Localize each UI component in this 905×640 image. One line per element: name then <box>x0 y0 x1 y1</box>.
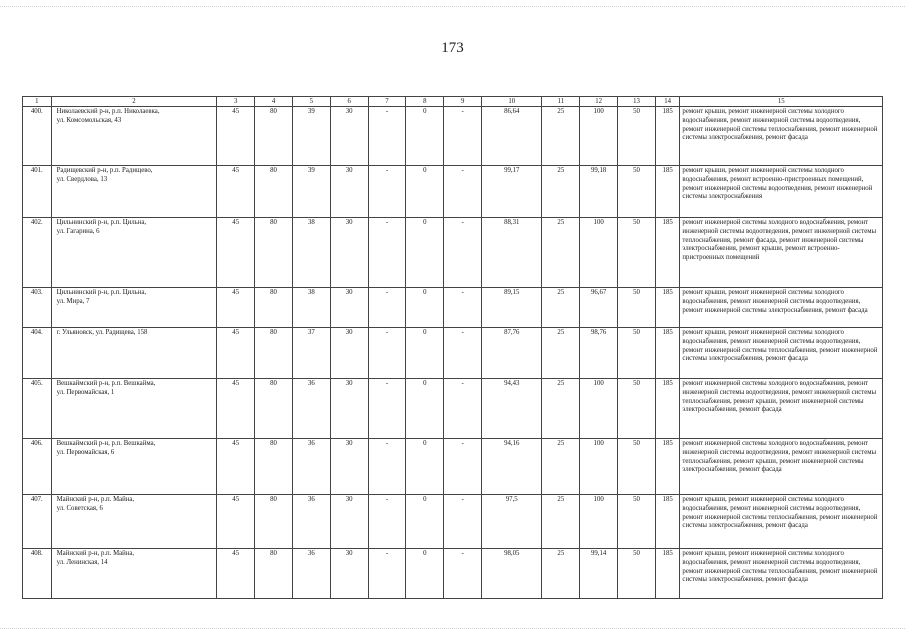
value-cell-7: - <box>368 166 406 218</box>
value-cell-8: 0 <box>406 379 444 439</box>
value-cell-13: 50 <box>618 107 656 166</box>
value-cell-4: 80 <box>255 166 293 218</box>
value-cell-12: 99,14 <box>580 549 618 599</box>
value-cell-8: 0 <box>406 549 444 599</box>
value-cell-12: 100 <box>580 218 618 288</box>
value-cell-4: 80 <box>255 288 293 328</box>
value-cell-11: 25 <box>542 495 580 549</box>
address-cell <box>51 549 217 599</box>
row-number-cell: 403. <box>23 288 52 328</box>
repair-table-container <box>22 96 883 599</box>
works-cell: ремонт инженерной системы холодного водоснабжения, ремонт инженерной системы водоотведения, ремонт инженерной системы теплоснабжения, ремонт крыши, ремонт инженерной системы электроснабжения, ремонт фасада <box>680 439 883 495</box>
value-cell-12: 100 <box>580 439 618 495</box>
works-cell: ремонт крыши, ремонт инженерной системы холодного водоснабжения, ремонт инженерной системы водоотведения, ремонт инженерной системы электроснабжения, ремонт фасада <box>680 288 883 328</box>
value-cell-8: 0 <box>406 439 444 495</box>
value-cell-3: 45 <box>217 218 255 288</box>
row-number-cell: 400. <box>23 107 52 166</box>
value-cell-3: 45 <box>217 288 255 328</box>
value-cell-10: 97,5 <box>482 495 542 549</box>
value-cell-14: 185 <box>655 379 680 439</box>
table-row <box>23 218 883 288</box>
value-cell-7: - <box>368 328 406 379</box>
value-cell-10: 88,31 <box>482 218 542 288</box>
value-cell-3: 45 <box>217 495 255 549</box>
column-header-12: 12 <box>580 97 618 107</box>
value-cell-11: 25 <box>542 439 580 495</box>
value-cell-13: 50 <box>618 218 656 288</box>
header-row <box>23 97 883 107</box>
value-cell-8: 0 <box>406 107 444 166</box>
value-cell-9: - <box>444 107 482 166</box>
value-cell-14: 185 <box>655 288 680 328</box>
value-cell-6: 30 <box>330 549 368 599</box>
column-header-6: 6 <box>330 97 368 107</box>
value-cell-14: 185 <box>655 439 680 495</box>
value-cell-12: 100 <box>580 495 618 549</box>
value-cell-4: 80 <box>255 549 293 599</box>
repair-table <box>22 96 883 599</box>
value-cell-7: - <box>368 549 406 599</box>
value-cell-7: - <box>368 218 406 288</box>
value-cell-6: 30 <box>330 288 368 328</box>
works-cell: ремонт инженерной системы холодного водоснабжения, ремонт инженерной системы водоотведения, ремонт инженерной системы теплоснабжения, ремонт фасада, ремонт инженерной системы электроснабжения, ремонт крыши, ремонт встроенно-пристроенных помещений <box>680 218 883 288</box>
value-cell-6: 30 <box>330 218 368 288</box>
value-cell-11: 25 <box>542 549 580 599</box>
value-cell-13: 50 <box>618 549 656 599</box>
address-line: Майнский р-н, р.п. Майна, <box>56 550 135 557</box>
address-cell <box>51 495 217 549</box>
value-cell-9: - <box>444 218 482 288</box>
column-header-7: 7 <box>368 97 406 107</box>
address-line: ул. Первомайская, 6 <box>56 448 115 456</box>
address-line: ул. Мира, 7 <box>56 297 90 305</box>
column-header-14: 14 <box>655 97 680 107</box>
value-cell-4: 80 <box>255 379 293 439</box>
value-cell-5: 38 <box>292 288 330 328</box>
works-cell: ремонт крыши, ремонт инженерной системы холодного водоснабжения, ремонт встроенно-пристроенных помещений, ремонт инженерной системы водоотведения, ремонт инженерной системы электроснабжения <box>680 166 883 218</box>
value-cell-6: 30 <box>330 439 368 495</box>
value-cell-5: 38 <box>292 218 330 288</box>
column-header-5: 5 <box>292 97 330 107</box>
table-row <box>23 379 883 439</box>
table-row <box>23 166 883 218</box>
row-number-cell: 401. <box>23 166 52 218</box>
value-cell-14: 185 <box>655 218 680 288</box>
value-cell-9: - <box>444 549 482 599</box>
value-cell-9: - <box>444 439 482 495</box>
value-cell-5: 36 <box>292 495 330 549</box>
value-cell-3: 45 <box>217 328 255 379</box>
address-line: ул. Комсомольская, 43 <box>56 116 122 124</box>
table-header <box>23 97 883 107</box>
value-cell-3: 45 <box>217 379 255 439</box>
address-cell <box>51 166 217 218</box>
works-cell: ремонт инженерной системы холодного водоснабжения, ремонт инженерной системы водоотведения, ремонт инженерной системы теплоснабжения, ремонт крыши, ремонт инженерной системы электроснабжения, ремонт фасада <box>680 379 883 439</box>
value-cell-6: 30 <box>330 495 368 549</box>
address-line: Николаевский р-н, р.п. Николаевка, <box>56 108 160 115</box>
value-cell-12: 100 <box>580 379 618 439</box>
address-line: ул. Ленинская, 14 <box>56 558 108 566</box>
value-cell-8: 0 <box>406 218 444 288</box>
row-number-cell: 408. <box>23 549 52 599</box>
value-cell-11: 25 <box>542 379 580 439</box>
value-cell-10: 94,43 <box>482 379 542 439</box>
value-cell-3: 45 <box>217 107 255 166</box>
value-cell-7: - <box>368 288 406 328</box>
value-cell-14: 185 <box>655 107 680 166</box>
value-cell-4: 80 <box>255 328 293 379</box>
value-cell-12: 99,18 <box>580 166 618 218</box>
value-cell-9: - <box>444 379 482 439</box>
row-number-cell: 405. <box>23 379 52 439</box>
value-cell-11: 25 <box>542 288 580 328</box>
table-row <box>23 288 883 328</box>
value-cell-13: 50 <box>618 495 656 549</box>
value-cell-10: 89,15 <box>482 288 542 328</box>
table-row <box>23 495 883 549</box>
row-number-cell: 402. <box>23 218 52 288</box>
value-cell-6: 30 <box>330 107 368 166</box>
column-header-10: 10 <box>482 97 542 107</box>
column-header-1: 1 <box>23 97 52 107</box>
address-line: ул. Советская, 6 <box>56 504 103 512</box>
address-line: Цильнинский р-н, р.п. Цильна, <box>56 219 147 226</box>
value-cell-11: 25 <box>542 166 580 218</box>
address-line: Вешкаймский р-н, р.п. Вешкайма, <box>56 380 156 387</box>
value-cell-10: 99,17 <box>482 166 542 218</box>
value-cell-4: 80 <box>255 495 293 549</box>
value-cell-5: 37 <box>292 328 330 379</box>
address-line: Радищевский р-н, р.п. Радищево, <box>56 167 153 174</box>
value-cell-13: 50 <box>618 288 656 328</box>
value-cell-10: 98,05 <box>482 549 542 599</box>
value-cell-8: 0 <box>406 166 444 218</box>
value-cell-5: 39 <box>292 166 330 218</box>
address-cell <box>51 328 217 379</box>
row-number-cell: 404. <box>23 328 52 379</box>
address-line: ул. Свердлова, 13 <box>56 175 108 183</box>
works-cell: ремонт крыши, ремонт инженерной системы холодного водоснабжения, ремонт инженерной системы водоотведения, ремонт инженерной системы теплоснабжения, ремонт инженерной системы электроснабжения, ремонт фасада <box>680 495 883 549</box>
value-cell-6: 30 <box>330 166 368 218</box>
value-cell-8: 0 <box>406 288 444 328</box>
page-number: 173 <box>441 40 464 56</box>
column-header-13: 13 <box>618 97 656 107</box>
value-cell-11: 25 <box>542 218 580 288</box>
value-cell-5: 36 <box>292 549 330 599</box>
column-header-9: 9 <box>444 97 482 107</box>
works-cell: ремонт крыши, ремонт инженерной системы холодного водоснабжения, ремонт инженерной системы водоотведения, ремонт инженерной системы теплоснабжения, ремонт инженерной системы электроснабжения, ремонт фасада <box>680 549 883 599</box>
value-cell-9: - <box>444 328 482 379</box>
value-cell-4: 80 <box>255 218 293 288</box>
column-header-3: 3 <box>217 97 255 107</box>
address-cell <box>51 439 217 495</box>
column-header-4: 4 <box>255 97 293 107</box>
value-cell-14: 185 <box>655 166 680 218</box>
value-cell-11: 25 <box>542 107 580 166</box>
value-cell-12: 96,67 <box>580 288 618 328</box>
value-cell-13: 50 <box>618 166 656 218</box>
address-line: ул. Гагарина, 6 <box>56 227 100 235</box>
address-cell <box>51 379 217 439</box>
value-cell-11: 25 <box>542 328 580 379</box>
value-cell-7: - <box>368 107 406 166</box>
value-cell-3: 45 <box>217 166 255 218</box>
value-cell-6: 30 <box>330 379 368 439</box>
value-cell-6: 30 <box>330 328 368 379</box>
value-cell-12: 98,76 <box>580 328 618 379</box>
column-header-8: 8 <box>406 97 444 107</box>
works-cell: ремонт крыши, ремонт инженерной системы холодного водоснабжения, ремонт инженерной системы водоотведения, ремонт инженерной системы теплоснабжения, ремонт инженерной системы электроснабжения, ремонт фасада <box>680 107 883 166</box>
value-cell-13: 50 <box>618 328 656 379</box>
row-number-cell: 406. <box>23 439 52 495</box>
value-cell-13: 50 <box>618 439 656 495</box>
value-cell-4: 80 <box>255 107 293 166</box>
value-cell-4: 80 <box>255 439 293 495</box>
address-line: Майнский р-н, р.п. Майна, <box>56 496 135 503</box>
address-line: г. Ульяновск, ул. Радищева, 158 <box>56 329 148 336</box>
address-line: Цильнинский р-н, р.п. Цильна, <box>56 289 147 296</box>
value-cell-14: 185 <box>655 495 680 549</box>
address-cell <box>51 107 217 166</box>
value-cell-9: - <box>444 166 482 218</box>
value-cell-10: 86,64 <box>482 107 542 166</box>
value-cell-14: 185 <box>655 549 680 599</box>
column-header-11: 11 <box>542 97 580 107</box>
value-cell-3: 45 <box>217 549 255 599</box>
table-row <box>23 107 883 166</box>
value-cell-9: - <box>444 288 482 328</box>
address-cell <box>51 218 217 288</box>
scan-edge-top <box>0 6 905 8</box>
table-row <box>23 439 883 495</box>
value-cell-3: 45 <box>217 439 255 495</box>
column-header-15: 15 <box>680 97 883 107</box>
value-cell-5: 36 <box>292 439 330 495</box>
value-cell-10: 94,16 <box>482 439 542 495</box>
value-cell-8: 0 <box>406 328 444 379</box>
works-cell: ремонт крыши, ремонт инженерной системы холодного водоснабжения, ремонт инженерной системы водоотведения, ремонт инженерной системы теплоснабжения, ремонт инженерной системы электроснабжения, ремонт фасада <box>680 328 883 379</box>
value-cell-5: 39 <box>292 107 330 166</box>
address-line: ул. Первомайская, 1 <box>56 388 115 396</box>
address-line: Вешкаймский р-н, р.п. Вешкайма, <box>56 440 156 447</box>
value-cell-7: - <box>368 495 406 549</box>
value-cell-14: 185 <box>655 328 680 379</box>
value-cell-8: 0 <box>406 495 444 549</box>
table-row <box>23 549 883 599</box>
value-cell-5: 36 <box>292 379 330 439</box>
table-body <box>23 107 883 599</box>
column-header-2: 2 <box>51 97 217 107</box>
address-cell <box>51 288 217 328</box>
value-cell-10: 87,76 <box>482 328 542 379</box>
value-cell-13: 50 <box>618 379 656 439</box>
scan-edge-bottom <box>0 628 905 630</box>
value-cell-9: - <box>444 495 482 549</box>
value-cell-12: 100 <box>580 107 618 166</box>
value-cell-7: - <box>368 379 406 439</box>
row-number-cell: 407. <box>23 495 52 549</box>
table-row <box>23 328 883 379</box>
value-cell-7: - <box>368 439 406 495</box>
